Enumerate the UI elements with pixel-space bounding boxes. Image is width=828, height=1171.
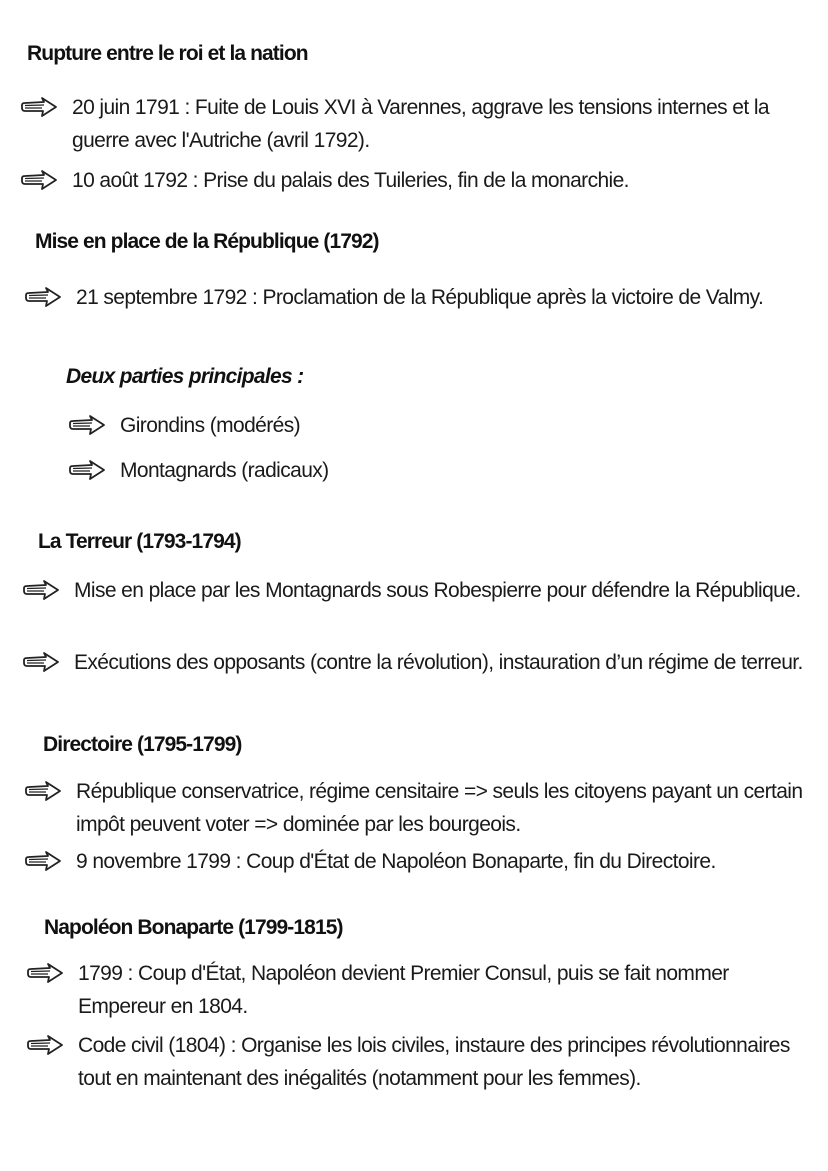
list-item <box>22 574 804 607</box>
hand-arrow-icon <box>26 1034 64 1056</box>
list-item <box>22 646 804 679</box>
hand-arrow-icon <box>24 850 62 872</box>
hand-arrow-icon <box>24 780 62 802</box>
hand-arrow-icon <box>20 169 58 191</box>
hand-arrow-icon <box>68 459 106 481</box>
hand-arrow-icon <box>26 962 64 984</box>
hand-arrow-icon <box>68 414 106 436</box>
section-title-napoleon: Napoléon Bonaparte (1799-1815) <box>44 916 343 939</box>
subsection-title-partis: Deux parties principales : <box>66 365 304 388</box>
list-item-text: Girondins (modérés) <box>120 414 300 437</box>
list-item <box>24 281 804 314</box>
list-item-text: 20 juin 1791 : Fuite de Louis XVI à Varennes, aggrave les tensions internes et la guerre avec l'Autriche (avril 1792). <box>72 96 769 152</box>
hand-arrow-icon <box>22 651 60 673</box>
hand-arrow-icon <box>24 286 62 308</box>
list-item-text: 1799 : Coup d'État, Napoléon devient Premier Consul, puis se fait nommer Empereur en 1804. <box>78 962 729 1018</box>
list-item <box>26 957 804 1023</box>
section-title-rupture: Rupture entre le roi et la nation <box>27 42 308 65</box>
list-item-text: Mise en place par les Montagnards sous Robespierre pour défendre la République. <box>74 579 801 602</box>
section-title-republique: Mise en place de la République (1792) <box>35 230 379 253</box>
list-item <box>26 1029 804 1095</box>
list-item-text: République conservatrice, régime censitaire => seuls les citoyens payant un certain impôt peuvent voter => dominée par les bourgeois. <box>76 780 803 836</box>
section-title-terreur: La Terreur (1793-1794) <box>38 530 241 553</box>
list-item-text: Exécutions des opposants (contre la révolution), instauration d’un régime de terreur. <box>74 651 803 674</box>
list-item <box>20 91 804 157</box>
sub-list-item <box>68 454 804 487</box>
list-item-text: 10 août 1792 : Prise du palais des Tuileries, fin de la monarchie. <box>72 169 629 192</box>
section-title-directoire: Directoire (1795-1799) <box>43 733 242 756</box>
list-item-text: Montagnards (radicaux) <box>120 459 329 482</box>
list-item <box>24 775 804 841</box>
hand-arrow-icon <box>20 96 58 118</box>
sub-list-item <box>68 409 804 442</box>
list-item-text: Code civil (1804) : Organise les lois civiles, instaure des principes révolutionnaires tout en maintenant des inégalités (notamment pour les femmes). <box>78 1034 790 1090</box>
list-item-text: 21 septembre 1792 : Proclamation de la République après la victoire de Valmy. <box>76 286 764 309</box>
list-item <box>20 164 804 197</box>
list-item-text: 9 novembre 1799 : Coup d'État de Napoléon Bonaparte, fin du Directoire. <box>76 850 716 873</box>
list-item <box>24 845 804 878</box>
hand-arrow-icon <box>22 579 60 601</box>
